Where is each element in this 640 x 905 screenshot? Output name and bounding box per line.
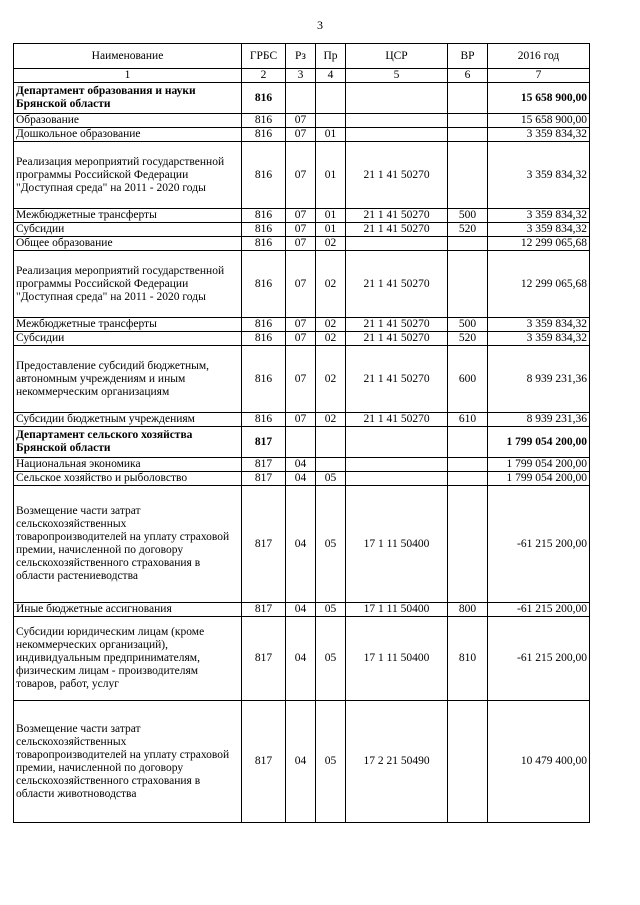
column-number: 5 bbox=[346, 69, 448, 83]
table-row bbox=[14, 251, 590, 318]
table-row bbox=[14, 223, 590, 237]
row-name: Субсидии bbox=[14, 223, 242, 237]
header-year: 2016 год bbox=[488, 44, 590, 69]
budget-table bbox=[13, 43, 590, 823]
row-csr bbox=[346, 83, 448, 114]
row-vr bbox=[448, 114, 488, 128]
row-csr: 21 1 41 50270 bbox=[346, 332, 448, 346]
row-rz: 07 bbox=[286, 223, 316, 237]
row-grbs: 816 bbox=[242, 128, 286, 142]
row-rz: 04 bbox=[286, 617, 316, 701]
row-name: Департамент сельского хозяйства Брянской области bbox=[14, 427, 242, 458]
row-rz: 04 bbox=[286, 603, 316, 617]
header-pr: Пр bbox=[316, 44, 346, 69]
row-rz: 04 bbox=[286, 458, 316, 472]
row-rz bbox=[286, 427, 316, 458]
row-vr: 600 bbox=[448, 346, 488, 413]
table-row bbox=[14, 332, 590, 346]
row-rz: 07 bbox=[286, 237, 316, 251]
table-row bbox=[14, 701, 590, 823]
row-vr: 500 bbox=[448, 209, 488, 223]
row-amount: 8 939 231,36 bbox=[488, 346, 590, 413]
row-grbs: 817 bbox=[242, 701, 286, 823]
row-csr: 17 1 11 50400 bbox=[346, 603, 448, 617]
row-grbs: 816 bbox=[242, 413, 286, 427]
row-amount: 12 299 065,68 bbox=[488, 237, 590, 251]
row-amount: 3 359 834,32 bbox=[488, 332, 590, 346]
row-pr: 05 bbox=[316, 486, 346, 603]
column-number: 4 bbox=[316, 69, 346, 83]
row-amount: -61 215 200,00 bbox=[488, 603, 590, 617]
table-row bbox=[14, 128, 590, 142]
row-csr bbox=[346, 114, 448, 128]
row-vr bbox=[448, 427, 488, 458]
column-number: 2 bbox=[242, 69, 286, 83]
row-name: Дошкольное образование bbox=[14, 128, 242, 142]
row-pr bbox=[316, 114, 346, 128]
row-vr: 800 bbox=[448, 603, 488, 617]
header-grbs: ГРБС bbox=[242, 44, 286, 69]
row-grbs: 816 bbox=[242, 223, 286, 237]
row-amount: -61 215 200,00 bbox=[488, 486, 590, 603]
table-row bbox=[14, 427, 590, 458]
row-amount: 12 299 065,68 bbox=[488, 251, 590, 318]
row-csr: 21 1 41 50270 bbox=[346, 413, 448, 427]
row-pr bbox=[316, 458, 346, 472]
row-grbs: 816 bbox=[242, 332, 286, 346]
row-rz bbox=[286, 83, 316, 114]
table-row bbox=[14, 114, 590, 128]
row-name: Возмещение части затрат сельскохозяйственных товаропроизводителей на уплату страховой премии, начисленной по договору сельскохозяйственного страхования в области животноводства bbox=[14, 701, 242, 823]
row-grbs: 816 bbox=[242, 209, 286, 223]
row-vr: 520 bbox=[448, 332, 488, 346]
row-rz: 07 bbox=[286, 142, 316, 209]
row-csr: 21 1 41 50270 bbox=[346, 223, 448, 237]
row-grbs: 817 bbox=[242, 472, 286, 486]
table-row bbox=[14, 83, 590, 114]
row-name: Субсидии юридическим лицам (кроме некоммерческих организаций), индивидуальным предпринимателям, физическим лицам - производителям товаров, работ, услуг bbox=[14, 617, 242, 701]
row-pr: 01 bbox=[316, 223, 346, 237]
row-csr: 21 1 41 50270 bbox=[346, 318, 448, 332]
header-vr: ВР bbox=[448, 44, 488, 69]
table-row bbox=[14, 603, 590, 617]
row-rz: 07 bbox=[286, 413, 316, 427]
row-name: Реализация мероприятий государственной программы Российской Федерации "Доступная среда" на 2011 - 2020 годы bbox=[14, 142, 242, 209]
table-row bbox=[14, 209, 590, 223]
header-rz: Рз bbox=[286, 44, 316, 69]
row-pr: 02 bbox=[316, 346, 346, 413]
row-csr: 21 1 41 50270 bbox=[346, 346, 448, 413]
row-csr: 17 1 11 50400 bbox=[346, 617, 448, 701]
row-name: Возмещение части затрат сельскохозяйственных товаропроизводителей на уплату страховой премии, начисленной по договору сельскохозяйственного страхования в области растениеводства bbox=[14, 486, 242, 603]
row-name: Образование bbox=[14, 114, 242, 128]
row-vr: 520 bbox=[448, 223, 488, 237]
row-pr: 02 bbox=[316, 332, 346, 346]
row-grbs: 816 bbox=[242, 114, 286, 128]
row-name: Сельское хозяйство и рыболовство bbox=[14, 472, 242, 486]
row-pr: 01 bbox=[316, 142, 346, 209]
row-pr: 01 bbox=[316, 209, 346, 223]
row-name: Межбюджетные трансферты bbox=[14, 209, 242, 223]
row-amount: 15 658 900,00 bbox=[488, 114, 590, 128]
row-name: Межбюджетные трансферты bbox=[14, 318, 242, 332]
row-rz: 07 bbox=[286, 128, 316, 142]
header-row bbox=[14, 44, 590, 69]
row-csr: 21 1 41 50270 bbox=[346, 251, 448, 318]
row-vr bbox=[448, 486, 488, 603]
row-grbs: 816 bbox=[242, 83, 286, 114]
row-rz: 07 bbox=[286, 332, 316, 346]
row-vr bbox=[448, 237, 488, 251]
row-rz: 04 bbox=[286, 486, 316, 603]
table-row bbox=[14, 318, 590, 332]
row-rz: 07 bbox=[286, 114, 316, 128]
row-grbs: 816 bbox=[242, 346, 286, 413]
row-pr: 05 bbox=[316, 472, 346, 486]
column-number-row bbox=[14, 69, 590, 83]
row-vr bbox=[448, 701, 488, 823]
row-amount: -61 215 200,00 bbox=[488, 617, 590, 701]
row-rz: 07 bbox=[286, 251, 316, 318]
column-number: 6 bbox=[448, 69, 488, 83]
table-row bbox=[14, 617, 590, 701]
row-vr bbox=[448, 472, 488, 486]
row-pr: 02 bbox=[316, 413, 346, 427]
row-vr bbox=[448, 458, 488, 472]
column-number: 7 bbox=[488, 69, 590, 83]
row-csr bbox=[346, 472, 448, 486]
row-grbs: 816 bbox=[242, 251, 286, 318]
row-amount: 3 359 834,32 bbox=[488, 209, 590, 223]
row-name: Субсидии bbox=[14, 332, 242, 346]
row-vr: 500 bbox=[448, 318, 488, 332]
header-csr: ЦСР bbox=[346, 44, 448, 69]
column-number: 1 bbox=[14, 69, 242, 83]
row-pr: 01 bbox=[316, 128, 346, 142]
row-csr: 17 1 11 50400 bbox=[346, 486, 448, 603]
row-vr: 810 bbox=[448, 617, 488, 701]
row-grbs: 816 bbox=[242, 318, 286, 332]
table-row bbox=[14, 142, 590, 209]
row-csr bbox=[346, 427, 448, 458]
row-grbs: 817 bbox=[242, 617, 286, 701]
row-pr bbox=[316, 427, 346, 458]
row-vr bbox=[448, 83, 488, 114]
row-rz: 04 bbox=[286, 472, 316, 486]
page-number: 3 bbox=[317, 18, 323, 32]
row-grbs: 817 bbox=[242, 603, 286, 617]
row-name: Предоставление субсидий бюджетным, автономным учреждениям и иным некоммерческим организациям bbox=[14, 346, 242, 413]
row-name: Субсидии бюджетным учреждениям bbox=[14, 413, 242, 427]
row-pr: 02 bbox=[316, 237, 346, 251]
row-vr bbox=[448, 142, 488, 209]
row-grbs: 816 bbox=[242, 237, 286, 251]
row-vr: 610 bbox=[448, 413, 488, 427]
table-row bbox=[14, 346, 590, 413]
row-rz: 07 bbox=[286, 346, 316, 413]
row-name: Реализация мероприятий государственной программы Российской Федерации "Доступная среда" на 2011 - 2020 годы bbox=[14, 251, 242, 318]
row-csr: 17 2 21 50490 bbox=[346, 701, 448, 823]
row-grbs: 817 bbox=[242, 458, 286, 472]
row-name: Иные бюджетные ассигнования bbox=[14, 603, 242, 617]
row-rz: 07 bbox=[286, 318, 316, 332]
row-amount: 10 479 400,00 bbox=[488, 701, 590, 823]
row-amount: 1 799 054 200,00 bbox=[488, 472, 590, 486]
row-csr bbox=[346, 458, 448, 472]
row-amount: 3 359 834,32 bbox=[488, 142, 590, 209]
row-pr bbox=[316, 83, 346, 114]
row-vr bbox=[448, 251, 488, 318]
table-row bbox=[14, 486, 590, 603]
row-grbs: 817 bbox=[242, 486, 286, 603]
row-csr: 21 1 41 50270 bbox=[346, 209, 448, 223]
row-name: Общее образование bbox=[14, 237, 242, 251]
header-name: Наименование bbox=[14, 44, 242, 69]
row-csr bbox=[346, 237, 448, 251]
table-row bbox=[14, 472, 590, 486]
row-name: Национальная экономика bbox=[14, 458, 242, 472]
row-amount: 3 359 834,32 bbox=[488, 318, 590, 332]
row-pr: 05 bbox=[316, 701, 346, 823]
column-number: 3 bbox=[286, 69, 316, 83]
row-pr: 02 bbox=[316, 251, 346, 318]
table-row bbox=[14, 458, 590, 472]
row-amount: 1 799 054 200,00 bbox=[488, 427, 590, 458]
row-name: Департамент образования и науки Брянской области bbox=[14, 83, 242, 114]
row-rz: 07 bbox=[286, 209, 316, 223]
row-pr: 05 bbox=[316, 617, 346, 701]
row-amount: 3 359 834,32 bbox=[488, 223, 590, 237]
table-row bbox=[14, 237, 590, 251]
row-rz: 04 bbox=[286, 701, 316, 823]
row-amount: 15 658 900,00 bbox=[488, 83, 590, 114]
row-grbs: 817 bbox=[242, 427, 286, 458]
row-csr: 21 1 41 50270 bbox=[346, 142, 448, 209]
row-vr bbox=[448, 128, 488, 142]
row-csr bbox=[346, 128, 448, 142]
row-amount: 1 799 054 200,00 bbox=[488, 458, 590, 472]
row-pr: 02 bbox=[316, 318, 346, 332]
table-row bbox=[14, 413, 590, 427]
row-grbs: 816 bbox=[242, 142, 286, 209]
row-pr: 05 bbox=[316, 603, 346, 617]
row-amount: 3 359 834,32 bbox=[488, 128, 590, 142]
row-amount: 8 939 231,36 bbox=[488, 413, 590, 427]
